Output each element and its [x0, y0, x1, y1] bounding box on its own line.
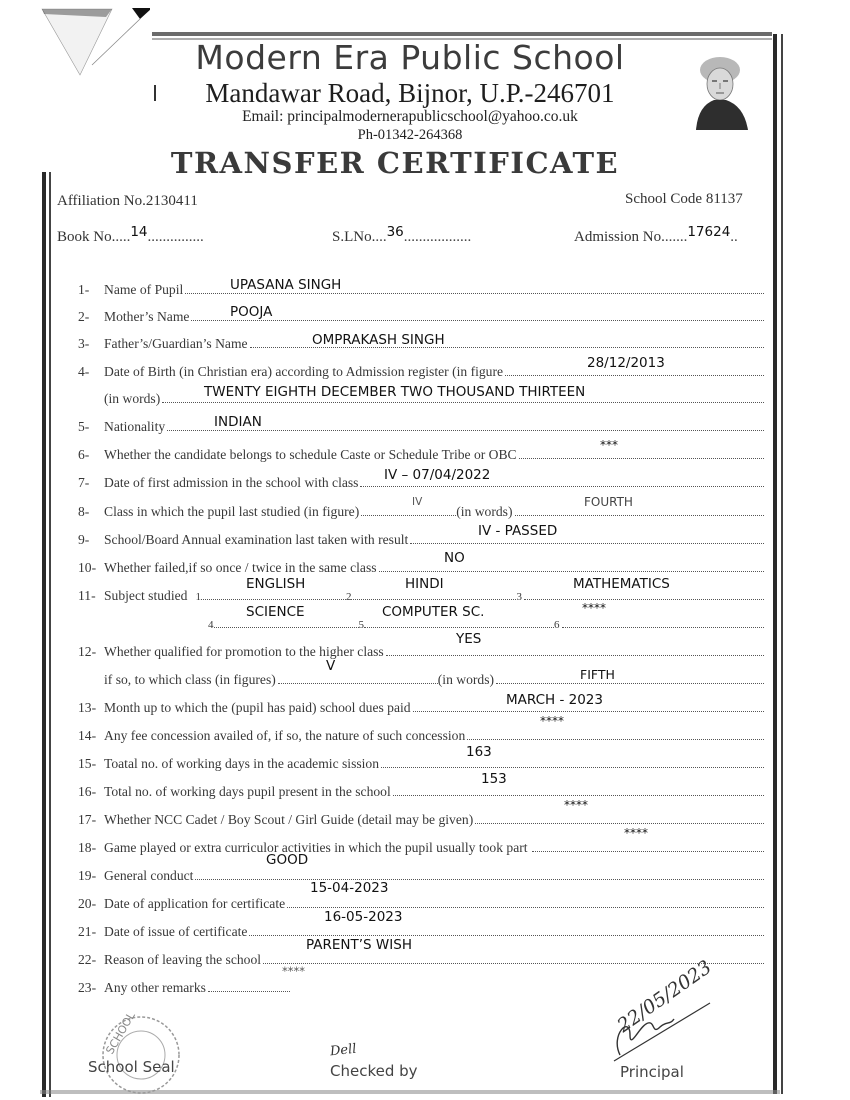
field-label: Total no. of working days pupil present in the school: [104, 784, 391, 799]
caste-category-value: ***: [600, 438, 618, 452]
school-address: Mandawar Road, Bijnor, U.P.-246701: [205, 78, 615, 108]
promotion-class-words-value: FIFTH: [580, 667, 615, 682]
last-exam-value: IV - PASSED: [478, 523, 558, 539]
document-title: TRANSFER CERTIFICATE: [170, 146, 620, 180]
field-row-general-conduct: [78, 862, 764, 884]
field-row-issue-date: [78, 918, 764, 940]
fee-concession-value: ****: [540, 714, 564, 728]
field-number: 12-: [78, 644, 97, 659]
school-seal-stamp-icon: [86, 1005, 196, 1095]
field-number: 2-: [78, 309, 90, 324]
field-label: Whether NCC Cadet / Boy Scout / Girl Guide (detail may be given): [104, 812, 474, 827]
top-border-rule: [152, 32, 772, 36]
field-row-fee-concession: [78, 722, 764, 744]
affiliation-number: Affiliation No.2130411: [57, 193, 198, 209]
dotted-line: [360, 485, 764, 487]
subject-value: ****: [582, 601, 606, 615]
field-row-days-present: [78, 778, 764, 800]
principal-signature-date: 22/05/2023: [613, 956, 716, 1037]
extra-curricular-value: ****: [624, 826, 648, 840]
serial-number-value: 36: [386, 224, 404, 240]
field-label: Month up to which the (pupil has paid) school dues paid: [104, 700, 411, 715]
subject-value: SCIENCE: [246, 604, 305, 620]
dotted-line: [351, 598, 516, 600]
subject-number: 3: [516, 591, 522, 603]
admission-number-label: Admission No.: [574, 229, 665, 245]
dotted-line: [201, 598, 346, 600]
nationality-value: INDIAN: [214, 414, 262, 430]
field-label: Any fee concession availed of, if so, the nature of such concession: [104, 728, 466, 743]
field-label-in-words: (in words): [456, 504, 513, 519]
field-number: 13-: [78, 700, 97, 715]
dotted-line: [287, 906, 764, 908]
dotted-line: [361, 514, 456, 516]
subject-number: 5: [358, 619, 364, 631]
dotted-line: [162, 401, 764, 403]
dotted-line: [519, 457, 764, 459]
serial-number-label: S.LNo.: [332, 229, 376, 245]
field-number: 18-: [78, 840, 97, 855]
dotted-line: [386, 654, 764, 656]
principal-label: Principal: [620, 1063, 684, 1081]
field-label: General conduct: [104, 868, 194, 883]
field-number: 6-: [78, 447, 90, 462]
field-label-in-words: (in words): [437, 672, 495, 687]
general-conduct-value: GOOD: [266, 852, 309, 868]
field-number: 17-: [78, 812, 97, 827]
field-number: 4-: [78, 364, 90, 379]
field-label: Reason of leaving the school: [104, 952, 262, 967]
field-label: Name of Pupil: [104, 282, 184, 297]
subject-number: 2: [345, 591, 352, 603]
field-number: 16-: [78, 784, 97, 799]
field-number: 7-: [78, 475, 90, 490]
field-number: 19-: [78, 868, 97, 883]
days-present-value: 153: [481, 771, 507, 787]
field-label: Whether failed,if so once / twice in the same class: [104, 560, 377, 575]
field-number: 10-: [78, 560, 97, 575]
dotted-line: [524, 598, 764, 600]
school-phone: Ph-01342-264368: [357, 127, 463, 143]
checked-by-signature: Dell: [329, 1041, 358, 1060]
field-row-leaving-reason: [78, 946, 764, 968]
field-label: Mother’s Name: [104, 309, 190, 324]
promotion-class-figure-value: V: [326, 658, 336, 674]
field-label: Father’s/Guardian’s Name: [104, 336, 248, 351]
field-number: 15-: [78, 756, 97, 771]
field-number: 8-: [78, 504, 90, 519]
dotted-line: [562, 626, 765, 628]
dotted-line: [208, 990, 290, 992]
field-number: 3-: [78, 336, 90, 351]
subject-value: MATHEMATICS: [573, 576, 670, 592]
school-seal-label: School Seal: [88, 1058, 175, 1076]
field-label: School/Board Annual examination last taken with result: [104, 532, 409, 547]
dotted-line: [379, 570, 764, 572]
field-row-application-date: [78, 890, 764, 912]
subject-number: 4: [208, 619, 214, 631]
left-border: [42, 172, 46, 1097]
field-label: Whether qualified for promotion to the higher class: [104, 644, 384, 659]
dotted-line: [505, 374, 764, 376]
promotion-value: YES: [456, 631, 482, 647]
seal-text: SCHOOL: [103, 1009, 138, 1057]
subject-value: HINDI: [405, 576, 444, 592]
other-remarks-value: ****: [282, 964, 305, 978]
field-row-ncc-scout: [78, 806, 764, 828]
field-label: Date of application for certificate: [104, 896, 286, 911]
subject-value: ENGLISH: [246, 576, 306, 592]
application-date-value: 15-04-2023: [310, 880, 389, 896]
field-row-failed: [78, 554, 764, 576]
field-row-pupil-name: [78, 276, 764, 298]
field-row-caste-category: [78, 441, 764, 463]
field-row-last-exam: [78, 526, 764, 548]
field-label: Date of issue of certificate: [104, 924, 248, 939]
last-class-words-value: FOURTH: [584, 495, 633, 509]
failed-value: NO: [444, 550, 465, 566]
subject-number: 6: [554, 619, 560, 631]
dotted-line: [191, 319, 764, 321]
dotted-line: [393, 794, 764, 796]
field-number: 22-: [78, 952, 97, 967]
book-number-label: Book No.: [57, 229, 116, 245]
field-label: Nationality: [104, 419, 166, 434]
dotted-line: [364, 626, 554, 628]
field-row-promotion: [78, 638, 764, 660]
field-row-promotion-class: [104, 666, 764, 688]
field-row-other-remarks: [78, 974, 290, 996]
field-number: 23-: [78, 980, 97, 995]
field-label: if so, to which class (in figures): [104, 672, 276, 687]
dotted-line: [195, 878, 764, 880]
field-row-dues-paid: [78, 694, 764, 716]
dotted-line: [263, 962, 764, 964]
left-border-inner: [49, 172, 51, 1097]
field-number: 1-: [78, 282, 90, 297]
book-number-field: Book No.....14...............: [57, 224, 204, 245]
ncc-scout-value: ****: [564, 798, 588, 812]
dotted-line: [532, 850, 764, 852]
leaving-reason-value: PARENT’S WISH: [306, 937, 412, 953]
field-number: 14-: [78, 728, 97, 743]
right-border: [773, 34, 777, 1094]
admission-number-value: 17624: [687, 224, 731, 240]
first-admission-value: IV – 07/04/2022: [384, 467, 491, 483]
field-number: 5-: [78, 419, 90, 434]
field-label: Date of Birth (in Christian era) according to Admission register (in figure: [104, 364, 504, 379]
dotted-line: [381, 766, 764, 768]
dotted-line: [278, 682, 438, 684]
portrait-photo-icon: [690, 50, 752, 130]
dotted-line: [413, 710, 764, 712]
dotted-line: [467, 738, 764, 740]
book-number-value: 14: [130, 224, 148, 240]
pupil-name-value: UPASANA SINGH: [230, 277, 342, 293]
field-number: 20-: [78, 896, 97, 911]
dotted-line: [496, 682, 764, 684]
school-name: Modern Era Public School: [195, 38, 625, 77]
dob-in-words-value: TWENTY EIGHTH DECEMBER TWO THOUSAND THIRTEEN: [204, 384, 586, 400]
serial-number-field: S.LNo....36..................: [332, 224, 472, 245]
father-name-value: OMPRAKASH SINGH: [312, 332, 445, 348]
field-row-mother-name: [78, 303, 764, 325]
field-label: Toatal no. of working days in the academic sission: [104, 756, 380, 771]
dues-paid-value: MARCH - 2023: [506, 692, 603, 708]
field-number: 9-: [78, 532, 90, 547]
field-row-extra-curricular: [78, 834, 764, 856]
subject-value: COMPUTER SC.: [382, 604, 485, 620]
field-number: 21-: [78, 924, 97, 939]
issue-date-value: 16-05-2023: [324, 909, 403, 925]
field-label: (in words): [104, 391, 161, 406]
field-label: Class in which the pupil last studied (in figure): [104, 504, 360, 519]
school-code: School Code 81137: [625, 191, 743, 207]
last-class-figure-value: IV: [412, 496, 423, 508]
dotted-line: [214, 626, 359, 628]
field-label: Game played or extra curriculor activities in which the pupil usually took part: [104, 840, 528, 855]
field-label: Whether the candidate belongs to schedule Caste or Schedule Tribe or OBC: [104, 447, 517, 462]
field-row-nationality: [78, 413, 764, 435]
school-email: Email: principalmodernerapublicschool@yahoo.co.uk: [242, 108, 578, 125]
dotted-line: [475, 822, 764, 824]
admission-number-field: Admission No.......17624..: [574, 224, 738, 245]
field-label: Any other remarks: [104, 980, 206, 995]
dotted-line: [249, 934, 764, 936]
mother-name-value: POOJA: [230, 304, 273, 320]
date-of-birth-value: 28/12/2013: [587, 355, 665, 371]
dotted-line: [515, 514, 765, 516]
working-days-value: 163: [466, 744, 492, 760]
subject-number: 1: [195, 591, 201, 603]
field-number: 11-: [78, 588, 96, 603]
checked-by-label: Checked by: [330, 1062, 418, 1080]
field-label: Date of first admission in the school with class: [104, 475, 359, 490]
dotted-line: [410, 542, 764, 544]
field-row-working-days: [78, 750, 764, 772]
right-border-inner: [781, 34, 783, 1094]
field-label: Subject studied: [104, 588, 188, 603]
